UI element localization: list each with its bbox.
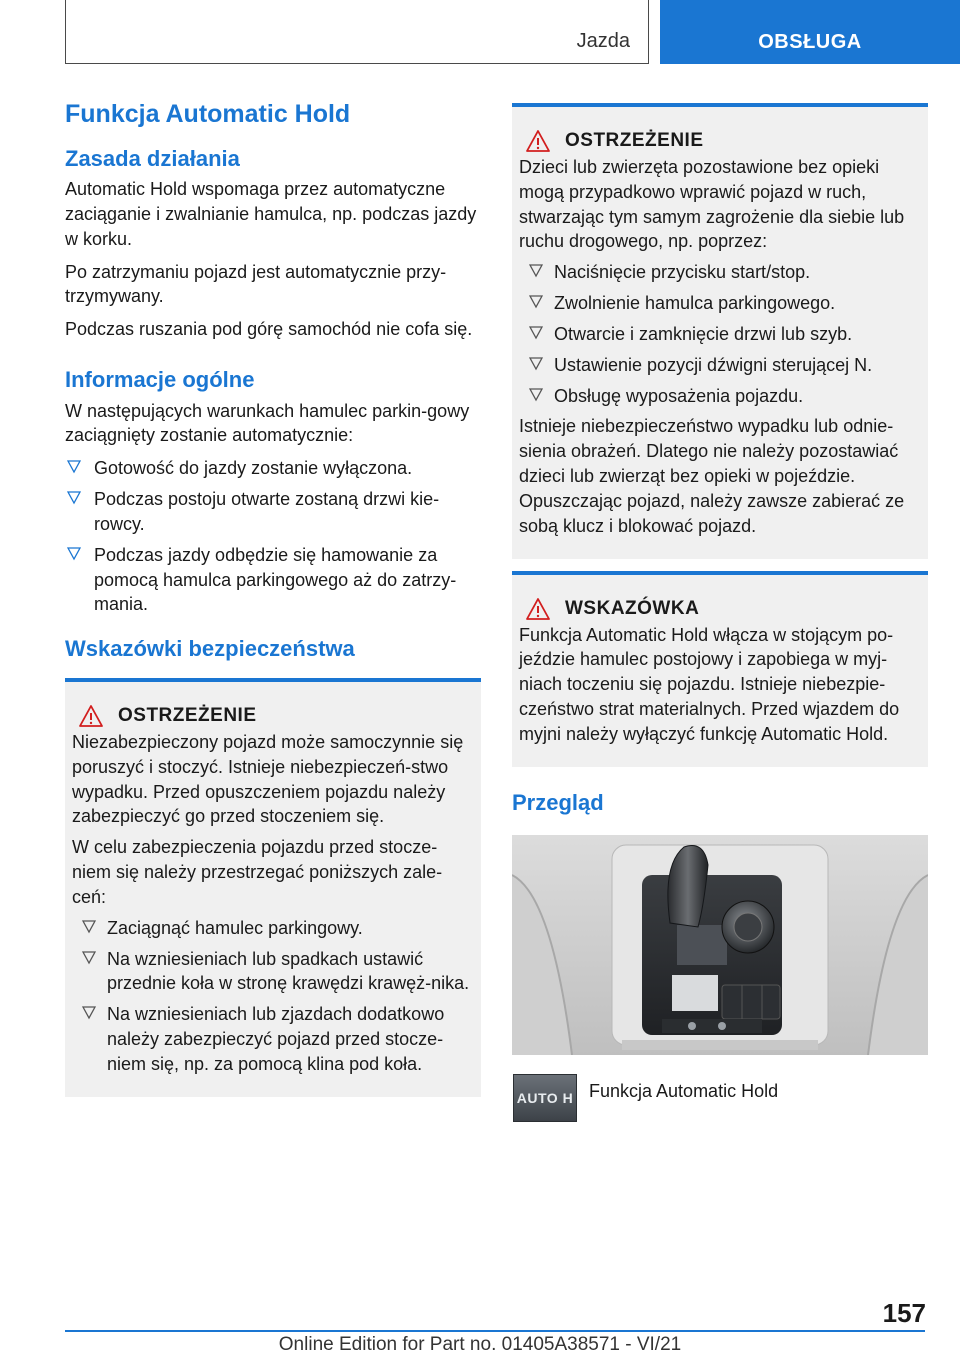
- list-item: Otwarcie i zamknięcie drzwi lub szyb.: [519, 322, 921, 347]
- general-list: [65, 456, 481, 617]
- center-console-photo: [512, 835, 928, 1055]
- warning-triangle-icon: [78, 704, 104, 728]
- header-chapter-title: OBSŁUGA: [758, 31, 862, 53]
- safety-warning-box: [65, 678, 481, 1097]
- safety-heading: Wskazówki bezpieczeństwa: [65, 636, 355, 662]
- warning-title: OSTRZEŻENIE: [565, 130, 704, 151]
- caption-row: [512, 1074, 928, 1122]
- triangle-bullet-icon: [82, 951, 96, 965]
- warning-list: [519, 260, 921, 408]
- principle-paragraph-3: Podczas ruszania pod górę samochód nie cofa się.: [65, 319, 473, 340]
- note-paragraph: Funkcja Automatic Hold włącza w stojącym po‐jeździe hamulec postojowy i zapobiega w myj‐niach toczeniu się pojazdu. Istnieje niebezpie‐czeństwo strat materialnych. Przed wjazdem do myjni należy wyłączyć funkcję Automatic Hold.: [519, 624, 900, 744]
- triangle-bullet-icon: [529, 357, 543, 371]
- overview-heading: Przegląd: [512, 789, 604, 815]
- warning-triangle-icon: [525, 129, 551, 153]
- header-section-tab: [65, 0, 649, 64]
- general-heading: Informacje ogólne: [65, 367, 255, 393]
- warning-paragraph-2: W celu zabezpieczenia pojazdu przed stocze‐niem się należy przestrzegać poniższych zale‐ceń:: [72, 837, 443, 907]
- footer-edition: Online Edition for Part no. 01405A38571 - VI/21: [278, 1334, 682, 1355]
- page-number: 157: [882, 1298, 926, 1328]
- list-item: Zaciągnąć hamulec parkingowy.: [72, 916, 474, 941]
- warning-paragraph-1: Dzieci lub zwierzęta pozostawione bez opieki mogą przypadkowo wprawić pojazd w ruch, stwarzając tym samym zagrożenie dla siebie lub ruchu drogowego, np. poprzez:: [519, 157, 905, 252]
- auto-hold-button-label: AUTO H: [516, 1090, 574, 1107]
- triangle-bullet-icon: [67, 491, 81, 505]
- triangle-bullet-icon: [529, 388, 543, 402]
- principle-heading: Zasada działania: [65, 145, 240, 171]
- list-item: Gotowość do jazdy zostanie wyłączona.: [65, 456, 481, 481]
- right-column: [512, 103, 928, 1122]
- children-warning-box: [512, 103, 928, 559]
- warning-paragraph-2: Istnieje niebezpieczeństwo wypadku lub odnie‐sienia obrażeń. Dlatego nie należy pozostawiać dzieci lub zwierząt bez opieki w pojeździe. Opuszczając pojazd, należy zawsze zabierać ze sobą klucz i blokować pojazd.: [519, 416, 905, 536]
- header-chapter-tab: [660, 0, 960, 64]
- photo-caption: Funkcja Automatic Hold: [589, 1081, 779, 1102]
- triangle-bullet-icon: [82, 1006, 96, 1020]
- triangle-bullet-icon: [67, 547, 81, 561]
- list-item: Obsługę wyposażenia pojazdu.: [519, 384, 921, 409]
- note-box: [512, 571, 928, 767]
- page-title: Funkcja Automatic Hold: [65, 100, 351, 128]
- principle-paragraph-2: Po zatrzymaniu pojazd jest automatycznie przy‐trzymywany.: [65, 261, 447, 307]
- list-item: Podczas postoju otwarte zostaną drzwi kie‐rowcy.: [65, 487, 481, 537]
- note-title: WSKAZÓWKA: [565, 597, 700, 619]
- left-column: [65, 98, 481, 1097]
- auto-hold-button-icon: [513, 1074, 577, 1122]
- list-item: Na wzniesieniach lub zjazdach dodatkowo należy zabezpieczyć pojazd przed stocze‐niem się, np. za pomocą klina pod koła.: [72, 1002, 474, 1076]
- list-item: Na wzniesieniach lub spadkach ustawić przednie koła w stronę krawędzi krawęż‐nika.: [72, 947, 474, 997]
- warning-title: OSTRZEŻENIE: [118, 704, 257, 726]
- triangle-bullet-icon: [529, 326, 543, 340]
- principle-paragraph-1: Automatic Hold wspomaga przez automatyczne zaciąganie i zwalnianie hamulca, np. podczas jazdy w korku.: [65, 179, 477, 249]
- list-item: Ustawienie pozycji dźwigni sterującej N.: [519, 353, 921, 378]
- triangle-bullet-icon: [529, 264, 543, 278]
- warning-paragraph-1: Niezabezpieczony pojazd może samoczynnie się poruszyć i stoczyć. Istnieje niebezpieczeń‐stwo wypadku. Przed opuszczeniem pojazdu należy zabezpieczyć go przed stoczeniem się.: [72, 731, 464, 827]
- triangle-bullet-icon: [82, 920, 96, 934]
- footer-divider: [65, 1330, 925, 1332]
- list-item: Podczas jazdy odbędzie się hamowanie za pomocą hamulca parkingowego aż do zatrzy‐mania.: [65, 543, 481, 617]
- triangle-bullet-icon: [529, 295, 543, 309]
- warning-triangle-icon: [525, 597, 551, 621]
- header-section-title: Jazda: [576, 30, 630, 52]
- list-item: Naciśnięcie przycisku start/stop.: [519, 260, 921, 285]
- general-intro: W następujących warunkach hamulec parkin‐gowy zaciągnięty zostanie automatycznie:: [65, 400, 470, 446]
- list-item: Zwolnienie hamulca parkingowego.: [519, 291, 921, 316]
- warning-list: [72, 916, 474, 1077]
- triangle-bullet-icon: [67, 460, 81, 474]
